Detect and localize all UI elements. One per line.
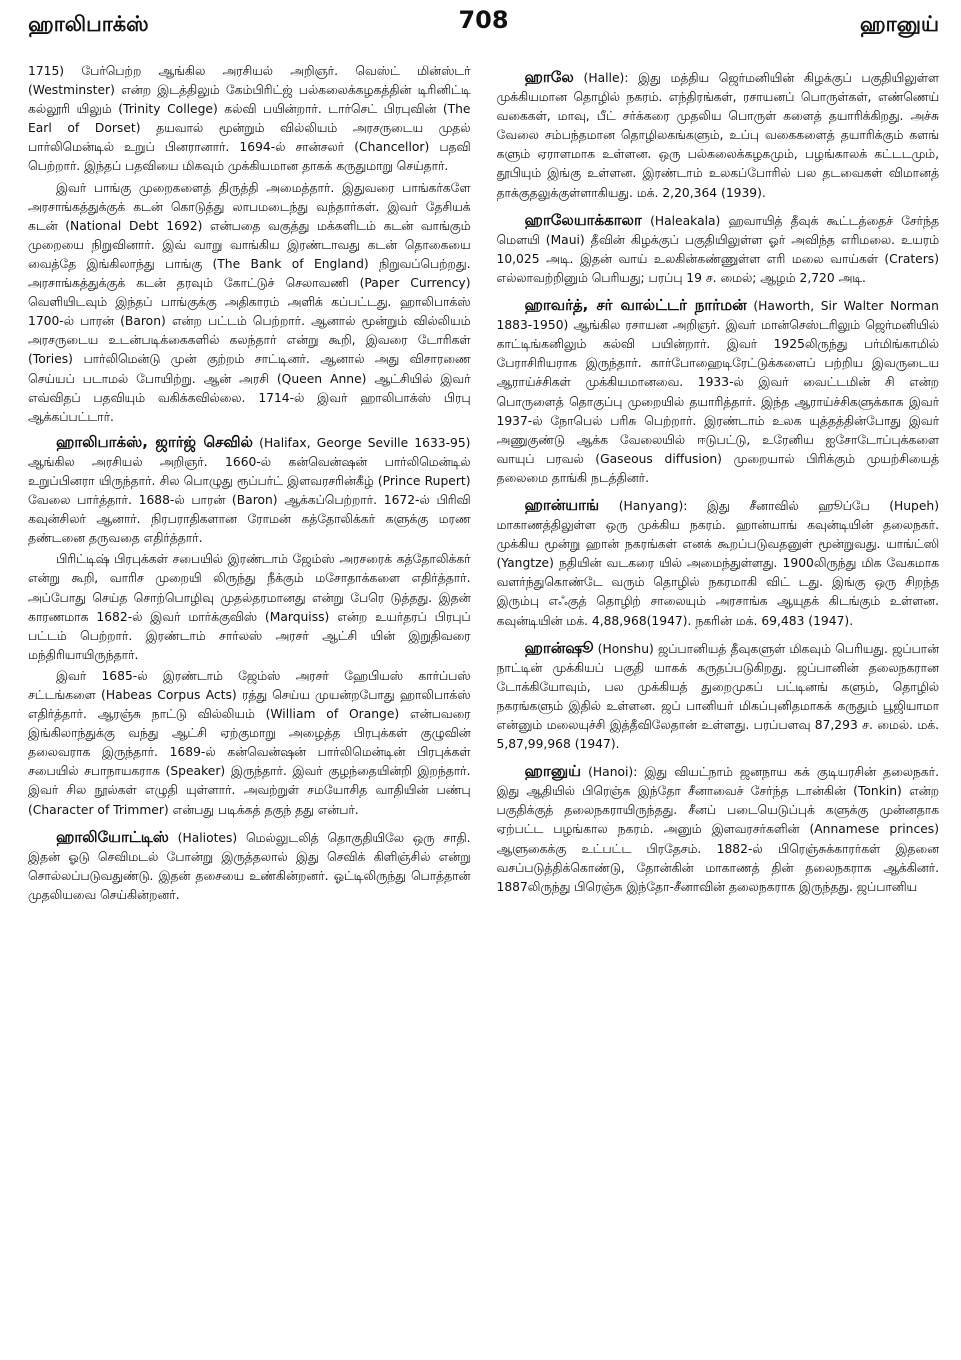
entry-hanyang xyxy=(497,496,940,631)
entry-heading: ஹாலேயாக்காலா xyxy=(524,210,642,229)
entry-heading: ஹாலே xyxy=(524,68,574,86)
entry-text: (Honshu) ஜப்பானியத் தீவுகளுள் மிகவும் பெரியது. ஜப்பான் நாட்டின் முக்கியப் பகுதி யாகக் கருதப்படுகிறது. ஜப்பானின் தலைநகரான டோக்கியோவும், பல முக்கியத் துறைமுகப் பட்டினங் களும், தொழில் நகரங்களும் இதில் உள்ளன. ஜப் பானியர் மிகப்புனிதமாகக் கருதும் பூஜியாமா என்னும் மலையுச்சி இத்தீவிலேதான் உள்ளது. பரப்பளவு 87,293 ச. மைல். மக். 5,87,99,968 (1947). xyxy=(496,641,939,752)
entry-heading: ஹான்யாங் xyxy=(524,495,600,514)
entry-honshu xyxy=(497,639,940,755)
entry-heading: ஹாலியோட்டிஸ் xyxy=(56,827,169,846)
entry-paragraph: பிரிட்டிஷ் பிரபுக்கள் சபையில் இரண்டாம் ஜேம்ஸ் அரசரைக் கத்தோலிக்கர் என்று கூறி, வாரிச முறையி லிருந்து நீக்கும் மசோதாக்களை எதிர்த்தார். அப்போது செய்த சொற்பொழிவு முதல்தரமானது என்று பேரெ டுத்தது. இதன் காரணமாக 1682-ல் இவர் மார்க்குவிஸ் (Marquiss) என்ற உயர்தரப் பிரபுப் பட்டம் பெற்றார். இரண்டாம் சார்லஸ் அரசர் ஆட்சி யின் இறுதிவரை மந்திரியாயிருந்தார். xyxy=(28,552,471,662)
entry-text: (Haliotes) மெல்லுடலித் தொகுதியிலே ஒரு சாதி. இதன் ஓடு செவிமடல் போன்று இருத்தலால் இது செவிக் கிளிஞ்சில் என்று சொல்லப்படுவதுண்டு. இதன் தசையை உண்கின்றனர். ஓட்டிலிருந்து பொத்தான் முதலியவை செய்கின்றனர். xyxy=(28,830,471,902)
right-column xyxy=(497,62,940,1360)
entry-heading: ஹாலிபாக்ஸ், ஜார்ஜ் செவில் xyxy=(56,432,253,451)
continued-paragraph: 1715) பேர்பெற்ற ஆங்கில அரசியல் அறிஞர். வெஸ்ட் மின்ஸ்டர் (Westminster) என்ற இடத்திலும் கேம்பிரிட்ஜ் பல்கலைக்கழகத்தின் டிரினிட்டி கல்லூரி யிலும் (Trinity College) கல்வி பயின்றார். டார்செட் பிரபுவின் (The Earl of Dorset) தயவால் மூன்றும் வில்லியம் அரசருடைய முதல் பார்லிமென்டில் உறுப் பினரானார். 1694-ல் சான்சலர் (Chancellor) பதவி பெற்றார். இந்தப் பதவியை மிகவும் முக்கியமான தாகக் கருதுமாறு செய்தார். xyxy=(28,64,471,174)
entry-text: (Hanyang): இது சீனாவில் ஹூப்பே (Hupeh) மாகாணத்திலுள்ள ஒரு முக்கிய நகரம். ஹான்யாங் கவுன்டியின் தலைநகர். முக்கிய மூன்று ஹான் நகரங்கள் எனக் கூறப்படுவதனுள் மூன்றுவது. யாங்ட்ஸி (Yangtze) நதியின் வடகரை யில் அமைந்துள்ளது. 1900லிருந்து மிக வேகமாக வளர்ந்துகொண்டே வரும் தொழில் நகரமாகி விட் டது. இங்கு ஒரு சிறந்த இரும்பு எஃகுத் தொழிற் சாலையும் அரசாங்க ஆயுதக் கிடங்கும் உள்ளன. கவுன்டியின் மக். 4,88,968(1947). நகரின் மக். 69,483 (1947). xyxy=(496,498,939,628)
entry-heading: ஹானுய் xyxy=(524,762,581,781)
header-left-guideword: ஹாலிபாக்ஸ் xyxy=(28,12,149,36)
text-columns xyxy=(28,62,939,1360)
entry-text: (Haworth, Sir Walter Norman 1883-1950) ஆங்கில ரசாயன அறிஞர். இவர் மான்செஸ்டரிலும் ஜெர்மனியில் காட்டிங்கனிலும் கல்வி பயின்றார். இவர் 1925லிருந்து பர்மிங்காமில் பேராசிரியராக இருந்தார். கார்போஹைடிரேட்டுக்களைப் பற்றிய இவருடைய ஆராய்ச்சிகள் முக்கியமானவை. 1933-ல் இவர் வைட்டமின் சி என்ற பொருளைத் தொகுப்பு முறையில் தயாரித்தார். இந்த ஆராய்ச்சிகளுக்காக இவர் 1937-ல் நோபெல் பரிசு பெற்றார். இரண்டாம் உலக யுத்தத்தின்போது இவர் அணுகுண்டு ஆக்க வேலையில் ஈடுபட்டு, உரேனிய ஐசோடோப்புக்களை வாயுப் பரவல் (Gaseous diffusion) முறையால் பிரிக்கும் முயற்சியைத் தலைமை தாங்கி நடத்தினர். xyxy=(496,299,939,485)
page-number: 708 xyxy=(458,6,509,34)
header-right-guideword: ஹானுய் xyxy=(859,12,939,36)
page-header xyxy=(28,6,939,46)
entry-text: (Halle): இது மத்திய ஜெர்மனியின் கிழக்குப் பகுதியிலுள்ள முக்கியமான தொழில் நகரம். எந்திரங்கள், ரசாயனப் பொருள்கள், எண்ணெய் வகைகள், மாவு, பீட் சர்க்கரை முதலிய பொருள் களைத் தயாரிக்கிறது. அச்சு வேலை சம்பந்தமான தொழிலகங்களும், உப்பு வகைகளைத் தயாரிக்கும் களங் களும் ஏராளமாக உள்ளன. ஒரு பல்கலைக்கழகமும், பழங்காலக் கட்டடமும், தூபியும் இங்கு உள்ளன. இரண்டாம் உலகப்போரில் பல தடவைகள் விமானத் தாக்குதலுக்குள்ளாகியது. மக். 2,20,364 (1939). xyxy=(496,71,939,200)
entry-text: (Halifax, George Seville 1633-95) ஆங்கில அரசியல் அறிஞர். 1660-ல் கன்வென்ஷன் பார்லிமென்டில் உறுப்பினரா யிருந்தார். சில பொழுது ரூப்பர்ட் இளவரசரின்கீழ் (Prince Rupert) வேலை பார்த்தார். 1688-ல் பாரன் (Baron) ஆக்கப்பெற்றார். 1672-ல் பிரிவி கவுன்சிலர் ஆனார். நிரபராதிகளான ரோமன் கத்தோலிக்கர் களுக்கு மரண தண்டனை தருவதை எதிர்த்தார். xyxy=(28,435,471,546)
entry-haworth xyxy=(497,296,940,488)
entry-hanoi xyxy=(497,762,940,897)
entry-halifax-george-seville xyxy=(28,433,471,820)
continued-paragraph: இவர் பாங்கு முறைகளைத் திருத்தி அமைத்தார். இதுவரை பாங்கர்களே அரசாங்கத்துக்குக் கடன் கொடுத்து லாபமடைந்து வந்தார்கள். இவர் தேசியக் கடன் (National Debt 1692) என்பதை வகுத்து மக்களிடம் கடன் வாங்கும் முறையை நிறுவினார். இவ் வாறு வாங்கிய இரண்டாவது கடன் தொகையை வைத்தே இங்கிலாந்து பாங்கு (The Bank of England) நிறுவப்பெற்றது. அரசாங்கத்துக்குக் கடன் தரவும் கோட்டுச் செலாவணி (Paper Currency) வெளியிடவும் இந்தப் பாங்குக்கு அதிகாரம் அளிக் கப்பட்டது. ஹாலிபாக்ஸ் 1700-ல் பாரன் (Baron) என்ற பட்டம் பெற்றார். ஆனால் மூன்றும் வில்லியம் அரசருடைய உடன்படிக்கைகளில் கலந்தார் என்று கூறி, இவரை டோரிகள் (Tories) பார்லிமென்டு முன் குற்றம் சாட்டினர். ஆனால் அது விசாரணை செய்யப் படாமல் போயிற்று. ஆன் அரசி (Queen Anne) ஆட்சியில் இவர் எவ்விதப் பதவியும் வகிக்கவில்லை. 1714-ல் இவர் ஹாலிபாக்ஸ் பிரபு ஆக்கப்பட்டார். xyxy=(28,180,471,424)
entry-heading: ஹாவர்த், சர் வால்ட்டர் நார்மன் xyxy=(524,296,747,315)
left-column xyxy=(28,62,471,1360)
entry-haleakala xyxy=(497,211,940,288)
entry-text: (Hanoi): இது வியட்நாம் ஜனநாய கக் குடியரசின் தலைநகர். இது ஆதியில் பிரெஞ்சு இந்தோ சீனாவைச் சேர்ந்த டான்கின் (Tonkin) என்ற பகுதிக்குத் தலைநகராயிருந்தது. சீனப் படையெடுப்புக் களுக்கு முன்னதாக ஏற்பட்ட பழங்கால நகரம். அனும் இளவரசர்களின் (Annamese princes) ஆளுகைக்கு உட்பட்ட பிரதேசம். 1882-ல் பிரெஞ்சுக்காரர்கள் இதனை வசப்படுத்திக்கொண்டு, தோன்கின் மாகாணத் தின் தலைநகராக ஆக்கினர். 1887லிருந்து பிரெஞ்சு இந்தோ-சீனாவின் தலைநகராக இருந்தது. ஜப்பானிய xyxy=(496,765,939,894)
entry-halle xyxy=(497,68,940,203)
entry-haliotes xyxy=(28,828,471,905)
entry-text: (Haleakala) ஹவாயித் தீவுக் கூட்டத்தைச் சேர்ந்த மௌயி (Maui) தீவின் கிழக்குப் பகுதியிலுள்ள ஓர் அவிந்த எரிமலை. உயரம் 10,025 அடி. இதன் வாய் உலகின்கண்ணுள்ள எரி மலை வாய்கள் (Craters) எல்லாவற்றினும் பெரியது; பரப்பு 19 ச. மைல்; ஆழம் 2,720 அடி. xyxy=(496,213,939,285)
entry-heading: ஹான்ஷூ xyxy=(524,638,594,657)
entry-paragraph: இவர் 1685-ல் இரண்டாம் ஜேம்ஸ் அரசர் ஹேபியஸ் கார்ப்பஸ் சட்டங்களை (Habeas Corpus Acts) ரத்து செய்ய முயன்றபோது ஹாலிபாக்ஸ் எதிர்த்தார். ஆரஞ்சு நாட்டு வில்லியம் (William of Orange) என்பவரை இங்கிலாந்துக்கு வந்து ஆட்சி ஏற்குமாறு அழைத்த பிரபுக்கள் குழுவின் தலைவராக இருந்தார். 1689-ல் கன்வென்ஷன் பார்லிமென்டின் பிரபுக்கள் சபையில் சபாநாயகராக (Speaker) இருந்தார். இவர் குழந்தையின்றி இறந்தார். இவர் சில நூல்கள் எழுதி யுள்ளார். அவற்றுள் சமயோசித வாதியின் பண்பு (Character of Trimmer) என்பது படிக்கத் தகுந் தது என்பர். xyxy=(28,668,471,817)
